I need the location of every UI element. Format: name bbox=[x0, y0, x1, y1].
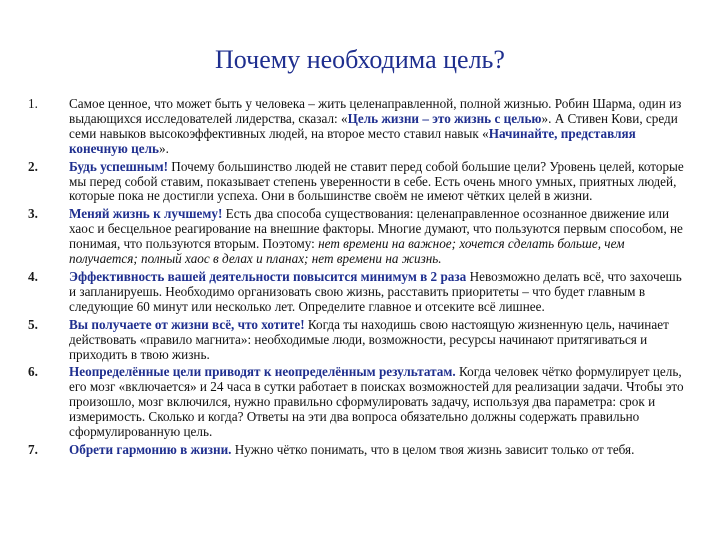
item-text: Есть два способа существования: целенаправленное осознанное движение или хаос и бесцельное реагирование на внешние факторы. Многие думают, что пользуются первым способом, не понимая, что пользуются вторым. Поэтому: bbox=[69, 206, 683, 252]
item-number: 6. bbox=[28, 364, 38, 380]
item-highlight: Эффективность вашей деятельности повысится минимум в 2 раза bbox=[69, 268, 467, 284]
list-item bbox=[28, 160, 690, 205]
list-item bbox=[28, 365, 690, 440]
item-highlight: Меняй жизнь к лучшему! bbox=[69, 206, 223, 222]
list-item bbox=[28, 270, 690, 315]
item-number: 3. bbox=[28, 206, 38, 222]
item-highlight: Вы получаете от жизни всё, что хотите! bbox=[69, 316, 305, 332]
item-highlight: Неопределённые цели приводят к неопределённым результатам. bbox=[69, 364, 456, 380]
item-text: ». А Стивен Кови, среди семи навыков высокоэффективных людей, на второе место ставил навык « bbox=[69, 110, 678, 141]
item-text: Почему большинство людей не ставит перед собой большие цели? Уровень целей, которые мы перед собой ставим, показывает степень уверенности в себе. Есть очень много умных, приятных людей, которые пока не достигли успеха. Они в большинстве своём не имеют чётких целей в жизни. bbox=[69, 158, 684, 204]
item-number: 5. bbox=[28, 316, 38, 332]
list-item bbox=[28, 318, 690, 363]
item-highlight: Начинайте, представляя конечную цель bbox=[69, 125, 636, 156]
item-text: ». bbox=[158, 140, 169, 156]
reasons-list bbox=[28, 97, 690, 461]
item-highlight: Цель жизни – это жизнь с целью bbox=[347, 110, 542, 126]
item-highlight: Будь успешным! bbox=[69, 158, 168, 174]
item-highlight: Обрети гармонию в жизни. bbox=[69, 441, 232, 457]
item-number: 4. bbox=[28, 268, 38, 284]
item-text: Когда ты находишь свою настоящую жизненную цель, начинает действовать «правило магнита»: необходимые люди, возможности, ресурсы начинают притягиваться и приходить в твою жизнь. bbox=[69, 316, 669, 362]
item-number: 7. bbox=[28, 441, 38, 457]
list-item bbox=[28, 443, 690, 458]
list-item bbox=[28, 97, 690, 157]
list-item bbox=[28, 207, 690, 267]
item-text: Невозможно делать всё, что захочешь и запланируешь. Необходимо организовать свою жизнь, расставить приоритеты – что будет главным в следующие 60 минут или несколько лет. Определите главное и отсеките всё лишнее. bbox=[69, 268, 682, 314]
item-number: 2. bbox=[28, 158, 38, 174]
slide-title: Почему необходима цель? bbox=[215, 45, 505, 74]
item-text: Нужно чётко понимать, что в целом твоя жизнь зависит только от тебя. bbox=[231, 441, 635, 457]
item-number: 1. bbox=[28, 96, 38, 111]
item-text: Когда человек чётко формулирует цель, его мозг «включается» и 24 часа в сутки работает в поисках возможностей для реализации задачи. Чтобы это произошло, мозг включился, нужно правильно сформулировать задачу, используя два параметра: срок и измеримость. Сколько и когда? Ответы на эти два вопроса обязательно должны содержать правильно сформулированную цель. bbox=[69, 364, 684, 440]
item-text: Самое ценное, что может быть у человека – жить целенаправленной, полной жизнью. Робин Шарма, один из выдающихся исследователей лидерства, сказал: « bbox=[69, 96, 682, 126]
item-emphasis: нет времени на важное; хочется сделать больше, чем получается; полный хаос в делах и планах; нет времени на жизнь. bbox=[69, 236, 625, 267]
